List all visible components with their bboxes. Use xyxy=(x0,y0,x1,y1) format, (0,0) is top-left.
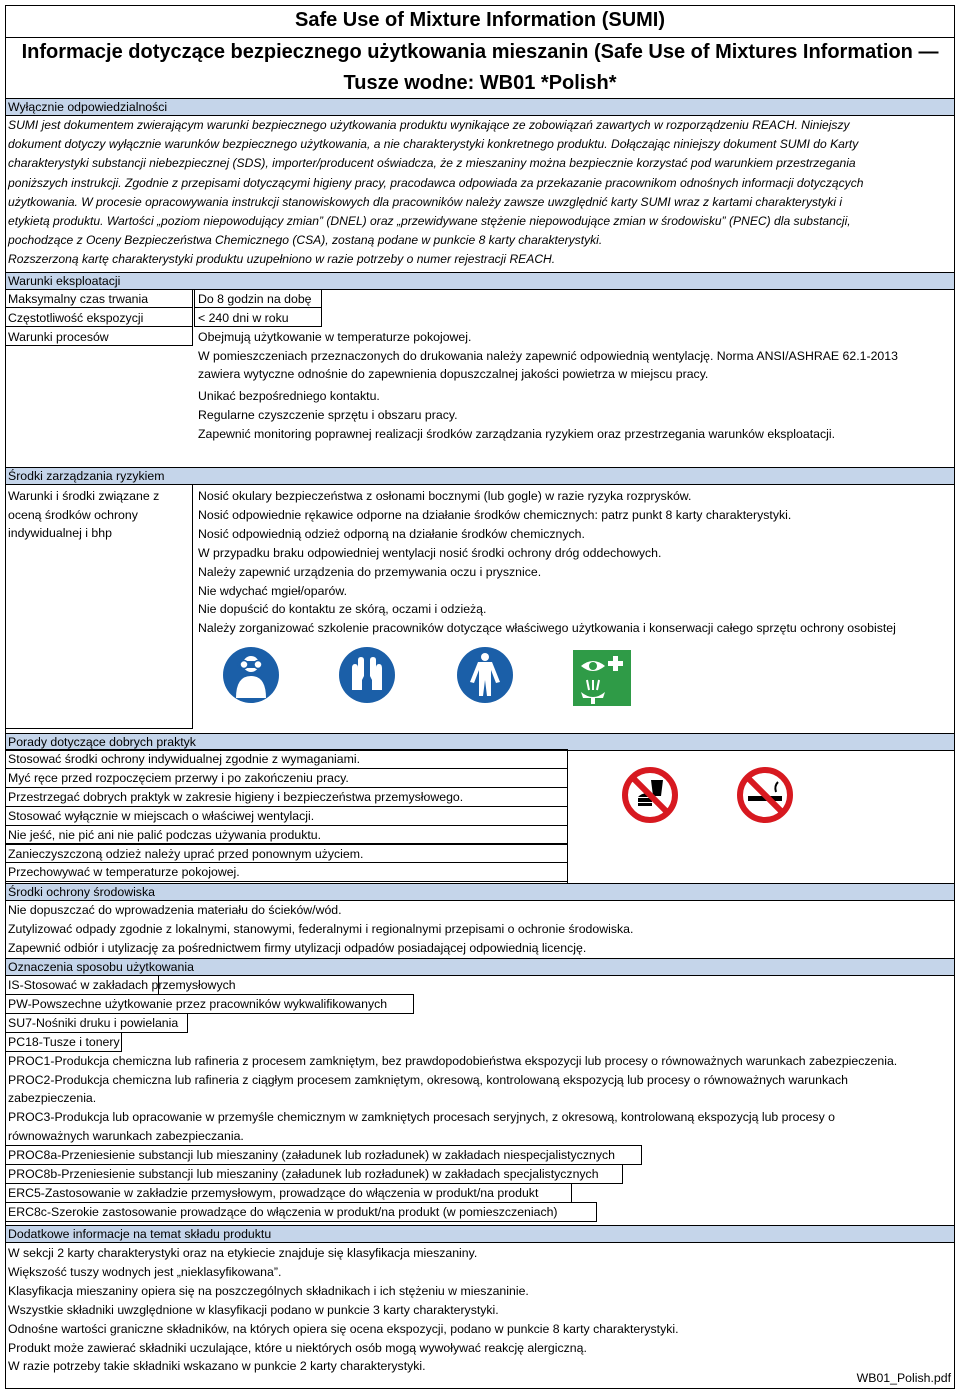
divider xyxy=(567,750,568,883)
process-line: Obejmują użytkowanie w temperaturze pokojowej. xyxy=(198,330,472,344)
process-line: Unikać bezpośredniego kontaktu. xyxy=(198,389,380,404)
use-descriptor-line: ERC5-Zastosowanie w zakładzie przemysłowym, prowadzące do włączenia w produkt/na produkt xyxy=(8,1185,539,1200)
use-descriptor-line: SU7-Nośniki druku i powielania xyxy=(8,1015,179,1030)
environment-line: Zutylizować odpady zgodnie z lokalnymi, stanowymi, federalnymi i regionalnymi przepisami o ochronie środowiska. xyxy=(8,921,634,936)
section-header-use-descriptors: Oznaczenia sposobu użytkowania xyxy=(6,958,954,976)
row-border xyxy=(6,1164,623,1184)
use-descriptor-line: PROC3-Produkcja lub opracowanie w przemyśle chemicznym w zamkniętych procesach seryjnych, z okresową, kontrolowaną ekspozycją lub procesy o xyxy=(8,1110,835,1125)
process-line: Regularne czyszczenie sprzętu i obszaru pracy. xyxy=(198,407,458,422)
gloves-icon xyxy=(338,646,396,704)
risk-line: Nie dopuścić do kontaktu ze skórą, oczami i odzieżą. xyxy=(198,602,487,617)
divider xyxy=(6,37,954,38)
good-practice-line: Stosować wyłącznie w miejscach o właściwej wentylacji. xyxy=(8,808,315,823)
risk-line: W przypadku braku odpowiedniej wentylacji nosić środki ochrony dróg oddechowych. xyxy=(198,545,662,560)
row-border xyxy=(6,844,568,864)
document-title: Safe Use of Mixture Information (SUMI) xyxy=(294,9,666,31)
risk-line: Należy zapewnić urządzenia do przemywania oczu i prysznice. xyxy=(198,564,542,579)
protective-clothing-icon xyxy=(456,646,514,704)
good-practice-line: Myć ręce przed rozpoczęciem przerwy i po zakończeniu pracy. xyxy=(8,770,349,785)
row-border xyxy=(6,1183,572,1203)
composition-line: Klasyfikacja mieszaniny opiera się na poszczególnych składnikach i ich stężeniu w mieszaninie. xyxy=(8,1283,529,1298)
no-smoking-icon xyxy=(736,766,794,824)
row-border xyxy=(6,749,568,769)
composition-line: W sekcji 2 karty charakterystyki oraz na etykiecie znajduje się klasyfikacja mieszaniny. xyxy=(8,1246,478,1260)
risk-line: Nosić okulary bezpieczeństwa z osłonami bocznymi (lub gogle) w razie ryzyka rozprysków. xyxy=(198,489,692,503)
composition-line: Wszystkie składniki uwzględnione w klasyfikacji podano w punkcie 3 karty charakterystyki. xyxy=(8,1302,499,1317)
disclaimer-line: SUMI jest dokumentem zwierającym warunki bezpiecznego użytkowania produktu wynikające ze zobowiązań zawartych w rozporządzeniu REACH. Niniejszy xyxy=(8,118,850,132)
risk-line: Nosić odpowiednią odzież odporną na działanie środków chemicznych. xyxy=(198,526,585,541)
max-duration-value: Do 8 godzin na dobę xyxy=(198,292,312,306)
use-descriptor-line: równoważnych warunkach zabezpieczania. xyxy=(8,1129,244,1144)
row-border xyxy=(6,994,414,1014)
frequency-value: < 240 dni w roku xyxy=(198,311,289,325)
composition-line: Produkt może zawierać składniki uczulające, które u niektórych osób mogą wywoływać reakcję alergiczną. xyxy=(8,1340,587,1355)
good-practice-line: Przechowywać w temperaturze pokojowej. xyxy=(8,865,240,880)
use-descriptor-line: zabezpieczenia. xyxy=(8,1091,97,1106)
row-border xyxy=(6,825,568,845)
process-label: Warunki procesów xyxy=(8,330,109,344)
good-practice-line: Stosować środki ochrony indywidualnej zgodnie z wymaganiami. xyxy=(8,752,361,766)
max-duration-label: Maksymalny czas trwania xyxy=(8,292,149,306)
row-border xyxy=(6,1013,188,1033)
section-header-operating: Warunki eksploatacji xyxy=(6,272,954,290)
section-header-composition: Dodatkowe informacje na temat składu produktu xyxy=(6,1225,954,1243)
use-descriptor-line: IS-Stosować w zakładach przemysłowych xyxy=(8,978,236,992)
environment-line: Nie dopuszczać do wprowadzenia materiału do ścieków/wód. xyxy=(8,903,342,917)
disclaimer-line: użytkowania. W procesie opracowywania instrukcji stanowiskowych dla pracowników należy zawsze uwzględnić karty SUMI wraz z kartami charakterystyki i xyxy=(8,194,843,209)
risk-line: Nie wdychać mgieł/oparów. xyxy=(198,583,347,598)
risk-line: Nosić odpowiednie rękawice odporne na działanie środków chemicznych: patrz punkt 8 karty charakterystyki. xyxy=(198,507,792,522)
risk-label-line: oceną środków ochrony xyxy=(8,508,138,522)
use-descriptor-line: PROC1-Produkcja chemiczna lub rafineria z procesem zamkniętym, bez prawdopodobieństwa ekspozycji lub procesy o równoważnych warunkach zabezpieczenia. xyxy=(8,1053,898,1068)
use-descriptor-line: PC18-Tusze i tonery xyxy=(8,1034,120,1049)
risk-label-line: Warunki i środki związane z xyxy=(8,489,160,503)
product-name: Tusze wodne: WB01 *Polish* xyxy=(343,72,617,94)
section-header-environment: Środki ochrony środowiska xyxy=(6,883,954,901)
composition-line: Większość tuszy wodnych jest „nieklasyfikowana”. xyxy=(8,1264,282,1279)
disclaimer-line: poniższych instrukcji. Zgodnie z przepisami dotyczącymi higieny pracy, pracodawca odpowiada za przekazanie pracownikom odnośnych informacji dotyczących xyxy=(8,175,864,190)
no-eating-drinking-icon xyxy=(621,766,679,824)
process-line: zawiera wytyczne odnośnie do zapewnienia dopuszczalnej jakości powietrza w miejscu pracy. xyxy=(198,367,709,382)
eyewash-station-icon xyxy=(573,650,631,706)
row-border xyxy=(6,1145,642,1165)
frequency-label: Częstotliwość ekspozycji xyxy=(8,311,144,325)
use-descriptor-line: PW-Powszechne użytkowanie przez pracowników wykwalifikowanych xyxy=(8,996,388,1011)
section-header-risk: Środki zarządzania ryzykiem xyxy=(6,467,954,485)
good-practice-line: Przestrzegać dobrych praktyk w zakresie higieny i bezpieczeństwa przemysłowego. xyxy=(8,789,464,804)
composition-line: Odnośne wartości graniczne składników, na których opiera się ocena ekspozycji, podano w punkcie 8 karty charakterystyki. xyxy=(8,1321,679,1336)
use-descriptor-line: ERC8c-Szerokie zastosowanie prowadzące do włączenia w produkt/na produkt (w pomieszczeniach) xyxy=(8,1204,558,1219)
risk-label-line: indywidualnej i bhp xyxy=(8,526,112,540)
section-header-good-practice: Porady dotyczące dobrych praktyk xyxy=(6,733,954,751)
row-border xyxy=(6,1202,597,1222)
good-practice-line: Nie jeść, nie pić ani nie palić podczas używania produktu. xyxy=(8,827,322,842)
disclaimer-line: charakterystyki substancji niebezpiecznej (SDS), importer/producent oświadcza, że z mieszaniny można bezpiecznie korzystać pod warunkiem przestrzegania xyxy=(8,156,856,171)
good-practice-line: Zanieczyszczoną odzież należy uprać przed ponownym użyciem. xyxy=(8,846,364,861)
row-border xyxy=(6,768,568,788)
row-border xyxy=(6,1032,122,1052)
use-descriptor-line: PROC8a-Przeniesienie substancji lub mieszaniny (załadunek lub rozładunek) w zakładach niespecjalistycznych xyxy=(8,1148,615,1163)
disclaimer-line: dokument dotyczy wyłącznie warunków bezpiecznego użytkowania, a nie charakterystyki konkretnego produktu. Dołączając niniejszy dokument SUMI do Karty xyxy=(8,137,859,152)
row-border xyxy=(6,806,568,826)
use-descriptor-line: PROC2-Produkcja chemiczna lub rafineria z ciągłym procesem zamkniętym, okresową, kontrolowaną ekspozycją lub procesy o równoważnych warunkach xyxy=(8,1072,848,1087)
process-line: W pomieszczeniach przeznaczonych do drukowania należy zapewnić odpowiednią wentylację. Norma ANSI/ASHRAE 62.1-2013 xyxy=(198,348,898,363)
environment-line: Zapewnić odbiór i utylizację za pośrednictwem firmy utylizacji odpadów posiadającej odpowiednią licencję. xyxy=(8,940,587,955)
section-header-disclaimer: Wyłącznie odpowiedzialności xyxy=(6,98,954,116)
row-border xyxy=(6,787,568,807)
file-name: WB01_Polish.pdf xyxy=(856,1371,951,1385)
document-subtitle: Informacje dotyczące bezpiecznego użytkowania mieszanin (Safe Use of Mixtures Information — xyxy=(21,41,939,63)
row-border xyxy=(6,975,159,995)
process-line: Zapewnić monitoring poprawnej realizacji środków zarządzania ryzykiem oraz przestrzegania warunków eksploatacji. xyxy=(198,426,835,441)
risk-line: Należy zorganizować szkolenie pracowników dotyczące właściwego użytkowania i konserwacji całego sprzętu ochrony osobistej xyxy=(198,621,896,636)
disclaimer-line: Rozszerzoną kartę charakterystyki produktu uzupełniono w razie potrzeby o numer rejestracji REACH. xyxy=(8,252,556,267)
composition-line: W razie potrzeby takie składniki wskazano w punkcie 2 karty charakterystyki. xyxy=(8,1359,426,1374)
eye-protection-icon xyxy=(222,646,280,704)
row-border xyxy=(6,862,568,882)
disclaimer-line: etykietą produktu. Wartości „poziom niepowodujący zmian” (DNEL) oraz „przewidywane stężenie niepowodujące zmian w środowisku” (PNEC) dla substancji, xyxy=(8,214,851,228)
use-descriptor-line: PROC8b-Przeniesienie substancji lub mieszaniny (załadunek lub rozładunek) w zakładach specjalistycznych xyxy=(8,1167,599,1181)
disclaimer-line: pochodzące z Oceny Bezpieczeństwa Chemicznego (CSA), zostaną podane w punkcie 8 karty charakterystyki. xyxy=(8,233,603,248)
sumi-document xyxy=(5,5,955,1389)
